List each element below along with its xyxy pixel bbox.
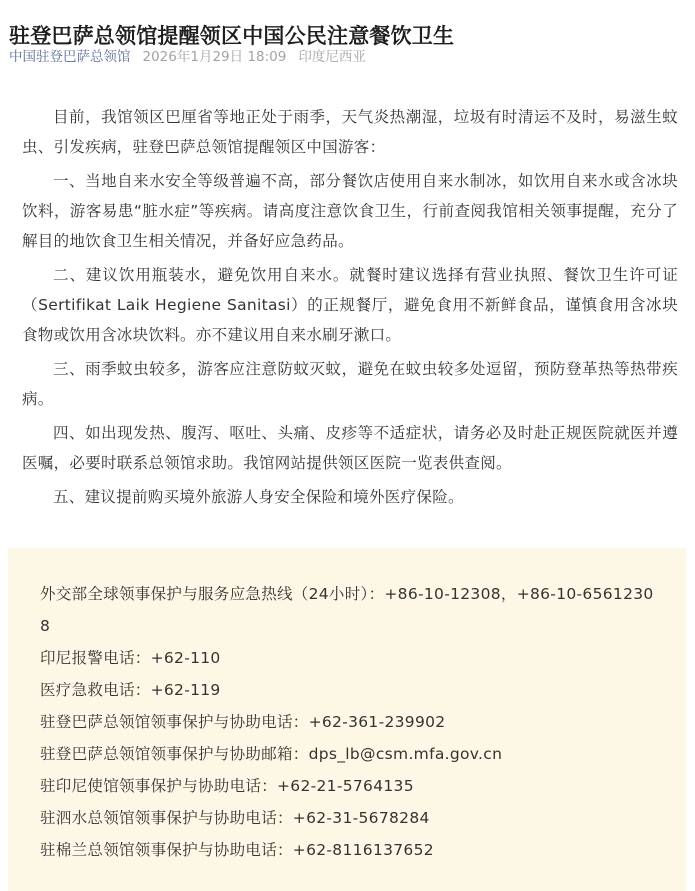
paragraph-item-3: 三、雨季蚊虫较多，游客应注意防蚊灭蚊，避免在蚊虫较多处逗留，预防登革热等热带疾病。 bbox=[22, 360, 678, 408]
contact-line-denpasar-phone: 驻登巴萨总领馆领事保护与协助电话：+62-361-239902 bbox=[40, 713, 446, 731]
paragraph-item-2: 二、建议饮用瓶装水，避免饮用自来水。就餐时建议选择有营业执照、餐饮卫生许可证（Sertifikat Laik Hegiene Sanitasi）的正规餐厅，避免食用不新鲜食品，谨慎食用含冰块食物或饮用含冰块饮料。亦不建议用自来水刷牙漱口。 bbox=[22, 266, 678, 344]
publish-date: 2026年1月29日 18:09 bbox=[142, 49, 287, 65]
publish-location: 印度尼西亚 bbox=[298, 49, 366, 65]
contact-line-jakarta-phone: 驻印尼使馆领事保护与协助电话：+62-21-5764135 bbox=[40, 777, 414, 795]
contact-line-medan-phone: 驻棉兰总领馆领事保护与协助电话：+62-8116137652 bbox=[40, 841, 434, 859]
paragraph-intro: 目前，我馆领区巴厘省等地正处于雨季，天气炎热潮湿，垃圾有时清运不及时，易滋生蚊虫、引发疾病，驻登巴萨总领馆提醒领区中国游客： bbox=[22, 108, 678, 156]
paragraph-item-1: 一、当地自来水安全等级普遍不高，部分餐饮店使用自来水制冰，如饮用自来水或含冰块饮料，游客易患“脏水症”等疾病。请高度注意饮食卫生，行前查阅我馆相关领事提醒，充分了解目的地饮食卫生相关情况，并备好应急药品。 bbox=[22, 172, 678, 250]
contact-line-police: 印尼报警电话：+62-110 bbox=[40, 649, 221, 667]
contact-info-box bbox=[8, 548, 686, 891]
paragraph-item-5: 五、建议提前购买境外旅游人身安全保险和境外医疗保险。 bbox=[53, 488, 464, 506]
contact-line-denpasar-email: 驻登巴萨总领馆领事保护与协助邮箱：dps_lb@csm.mfa.gov.cn bbox=[40, 745, 503, 763]
contact-line-hotline: 外交部全球领事保护与服务应急热线（24小时）：+86-10-12308，+86-10-65612308 bbox=[40, 585, 654, 635]
article-title: 驻登巴萨总领馆提醒领区中国公民注意餐饮卫生 bbox=[9, 24, 455, 49]
contact-line-surabaya-phone: 驻泗水总领馆领事保护与协助电话：+62-31-5678284 bbox=[40, 809, 430, 827]
contact-line-ambulance: 医疗急救电话：+62-119 bbox=[40, 681, 221, 699]
account-name-link[interactable]: 中国驻登巴萨总领馆 bbox=[9, 49, 131, 65]
article-body bbox=[22, 102, 678, 516]
paragraph-item-4: 四、如出现发热、腹泻、呕吐、头痛、皮疹等不适症状，请务必及时赴正规医院就医并遵医嘱，必要时联系总领馆求助。我馆网站提供领区医院一览表供查阅。 bbox=[22, 424, 678, 472]
article-meta bbox=[9, 47, 366, 67]
